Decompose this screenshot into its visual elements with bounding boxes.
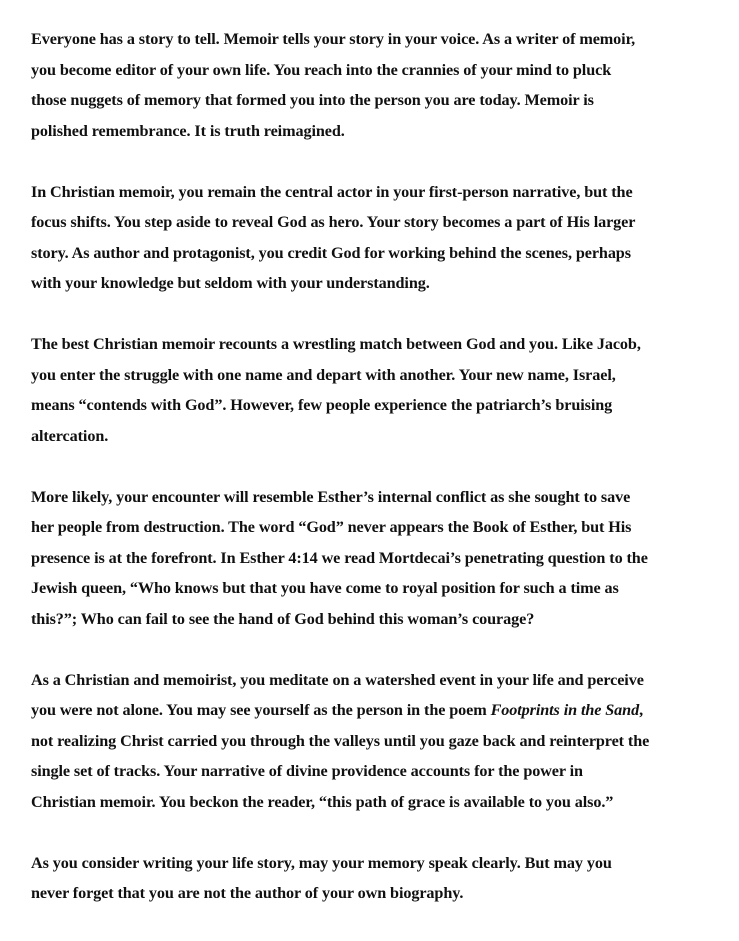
paragraph-footprints <box>31 665 731 818</box>
text-segment: , <box>639 701 644 719</box>
text-line: altercation. <box>31 426 109 445</box>
text-line: As a Christian and memoirist, you meditate on a watershed event in your life and perceive <box>31 670 644 689</box>
text-line: More likely, your encounter will resemble Esther’s internal conflict as she sought to save <box>31 487 631 506</box>
text-line: with your knowledge but seldom with your understanding. <box>31 274 430 292</box>
text-line: means “contends with God”. However, few people experience the patriarch’s bruising <box>31 396 613 414</box>
text-line: her people from destruction. The word “God” never appears the Book of Esther, but His <box>31 518 632 536</box>
text-line: Christian memoir. You beckon the reader, “this path of grace is available to you also.” <box>31 792 614 811</box>
text-line: story. As author and protagonist, you credit God for working behind the scenes, perhaps <box>31 243 631 262</box>
text-line: single set of tracks. Your narrative of divine providence accounts for the power in <box>31 762 583 780</box>
text-line: not realizing Christ carried you through the valleys until you gaze back and reinterpret the <box>31 731 650 750</box>
paragraph-christian-memoir <box>31 177 731 299</box>
text-line: The best Christian memoir recounts a wrestling match between God and you. Like Jacob, <box>31 335 641 353</box>
text-line: Jewish queen, “Who knows but that you have come to royal position for such a time as <box>31 579 619 597</box>
text-line: you enter the struggle with one name and depart with another. Your new name, Israel, <box>31 365 616 384</box>
text-line: As you consider writing your life story, may your memory speak clearly. But may you <box>31 853 612 872</box>
text-line: In Christian memoir, you remain the central actor in your first-person narrative, but the <box>31 182 633 201</box>
text-line: presence is at the forefront. In Esther 4:14 we read Mortdecai’s penetrating question to the <box>31 548 648 567</box>
text-line: polished remembrance. It is truth reimagined. <box>31 121 345 140</box>
text-line: Everyone has a story to tell. Memoir tells your story in your voice. As a writer of memoir, <box>31 30 636 48</box>
text-line: focus shifts. You step aside to reveal God as hero. Your story becomes a part of His larger <box>31 213 636 231</box>
poem-title: Footprints in the Sand <box>490 701 640 719</box>
text-line-with-title <box>31 695 731 726</box>
paragraph-closing <box>31 848 731 909</box>
text-line: those nuggets of memory that formed you into the person you are today. Memoir is <box>31 91 594 109</box>
paragraph-memoir-intro <box>31 24 731 146</box>
document-body <box>31 24 731 939</box>
text-line: never forget that you are not the author of your own biography. <box>31 884 464 902</box>
paragraph-esther <box>31 482 731 635</box>
text-segment: you were not alone. You may see yourself as the person in the poem <box>31 701 491 719</box>
text-line: you become editor of your own life. You reach into the crannies of your mind to pluck <box>31 60 612 79</box>
text-line: this?”; Who can fail to see the hand of God behind this woman’s courage? <box>31 609 535 628</box>
paragraph-jacob <box>31 329 731 451</box>
